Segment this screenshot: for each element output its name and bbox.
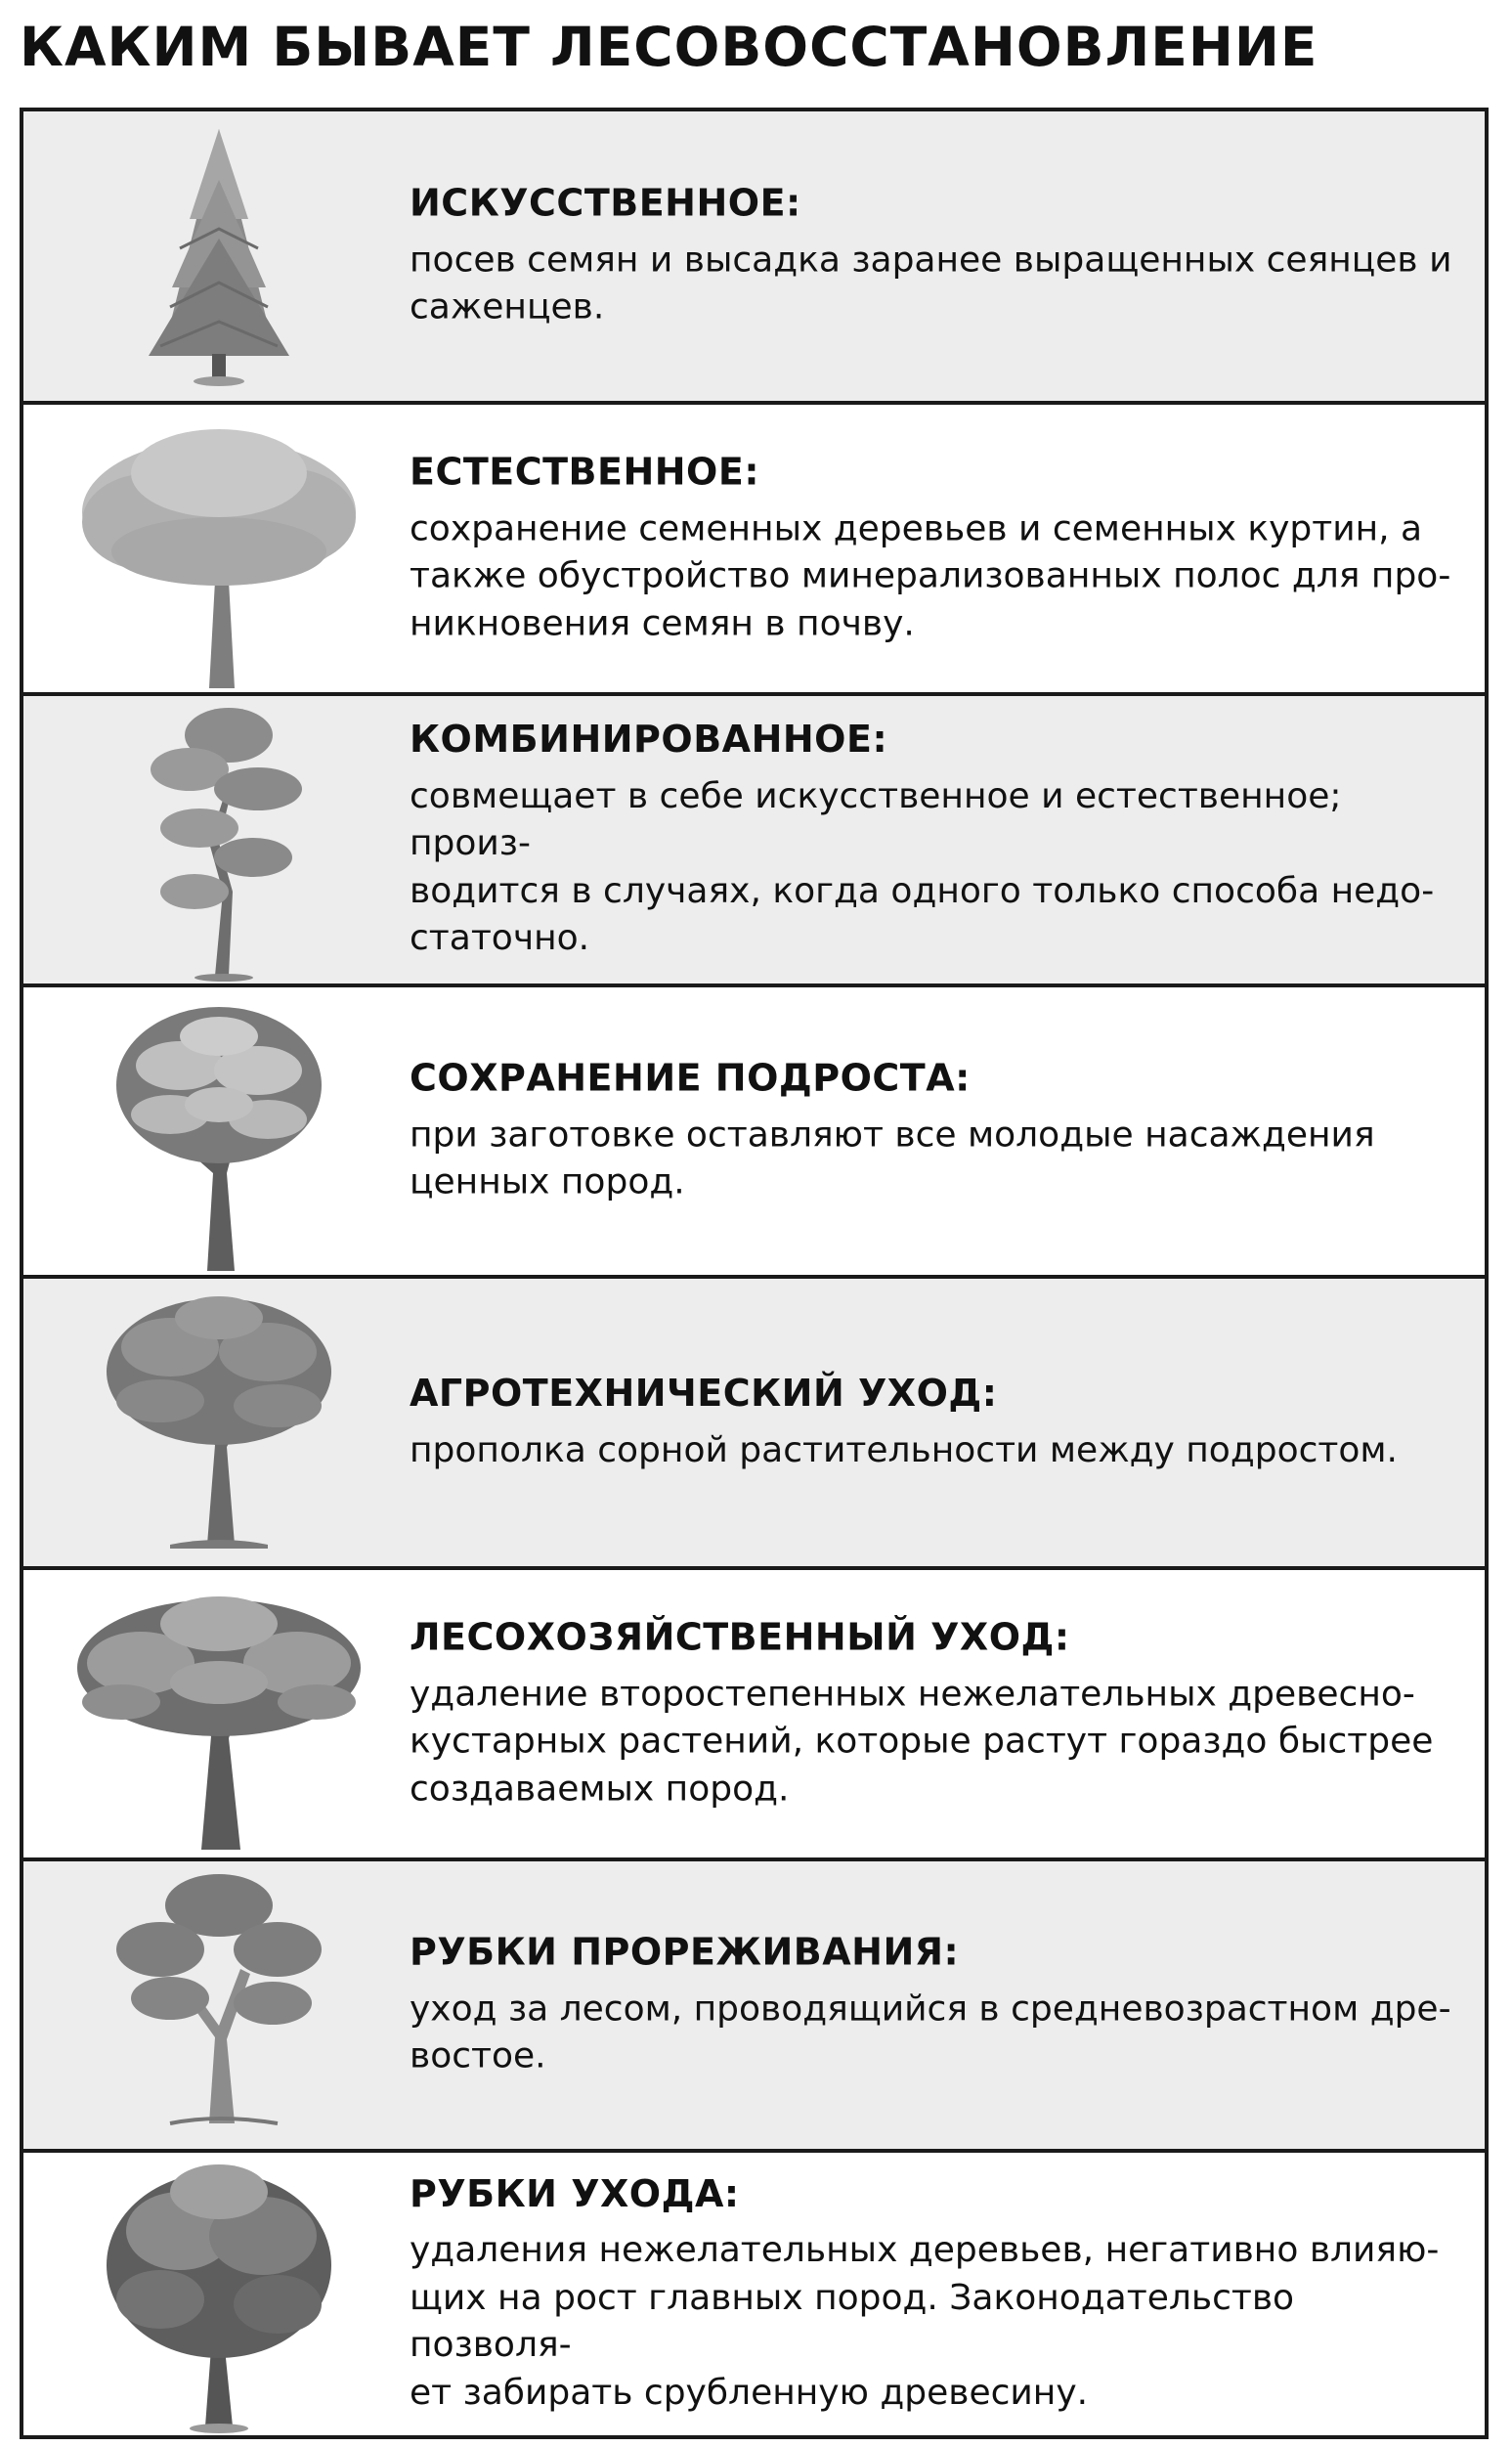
bushy-tree-icon bbox=[33, 2153, 405, 2435]
page-title: КАКИМ БЫВАЕТ ЛЕСОВОССТАНОВЛЕНИЕ bbox=[20, 16, 1318, 78]
row-heading: АГРОТЕХНИЧЕСКИЙ УХОД: bbox=[410, 1371, 998, 1415]
broadleaf-tree-icon bbox=[33, 405, 405, 692]
table-row bbox=[23, 1861, 1485, 2153]
row-description: совмещает в себе искусственное и естественное; произ- водится в случаях, когда одного только способа недо- статочно. bbox=[410, 775, 1435, 959]
row-heading: ИСКУССТВЕННОЕ: bbox=[410, 181, 801, 225]
row-heading: КОМБИНИРОВАННОЕ: bbox=[410, 718, 888, 762]
table-row bbox=[23, 696, 1485, 987]
row-heading: РУБКИ ПРОРЕЖИВАНИЯ: bbox=[410, 1930, 960, 1974]
oak-tree-icon bbox=[33, 1279, 405, 1566]
table-row bbox=[23, 111, 1485, 405]
row-description: удаления нежелательных деревьев, негативно влияю- щих на рост главных пород. Законодательство позволя- ет забирать срубленную древесину. bbox=[410, 2230, 1440, 2413]
row-description: посев семян и высадка заранее выращенных сеянцев и саженцев. bbox=[410, 240, 1452, 328]
row-description: уход за лесом, проводящийся в средневозрастном дре- востое. bbox=[410, 1988, 1451, 2076]
bonsai-tree-icon bbox=[33, 696, 405, 983]
row-heading: РУБКИ УХОДА: bbox=[410, 2171, 740, 2215]
table-row bbox=[23, 987, 1485, 1279]
table-row bbox=[23, 405, 1485, 696]
row-heading: ЕСТЕСТВЕННОЕ: bbox=[410, 450, 760, 494]
row-description: прополка сорной растительности между подростом. bbox=[410, 1429, 1398, 1470]
row-description: при заготовке оставляют все молодые насаждения ценных пород. bbox=[410, 1114, 1375, 1202]
wide-tree-icon bbox=[33, 1570, 405, 1857]
row-heading: СОХРАНЕНИЕ ПОДРОСТА: bbox=[410, 1056, 971, 1100]
round-tree-icon bbox=[33, 987, 405, 1275]
methods-table bbox=[20, 108, 1489, 2439]
row-heading: ЛЕСОХОЗЯЙСТВЕННЫЙ УХОД: bbox=[410, 1615, 1070, 1659]
tall-tree-icon bbox=[33, 1861, 405, 2149]
conifer-tree-icon bbox=[33, 111, 405, 401]
row-description: удаление второстепенных нежелательных древесно- кустарных растений, которые растут гораздо быстрее создаваемых пород. bbox=[410, 1673, 1434, 1810]
table-row bbox=[23, 2153, 1485, 2435]
table-row bbox=[23, 1279, 1485, 1570]
row-description: сохранение семенных деревьев и семенных куртин, а также обустройство минерализованных полос для про- никновения семян в почву. bbox=[410, 507, 1451, 644]
table-row bbox=[23, 1570, 1485, 1861]
